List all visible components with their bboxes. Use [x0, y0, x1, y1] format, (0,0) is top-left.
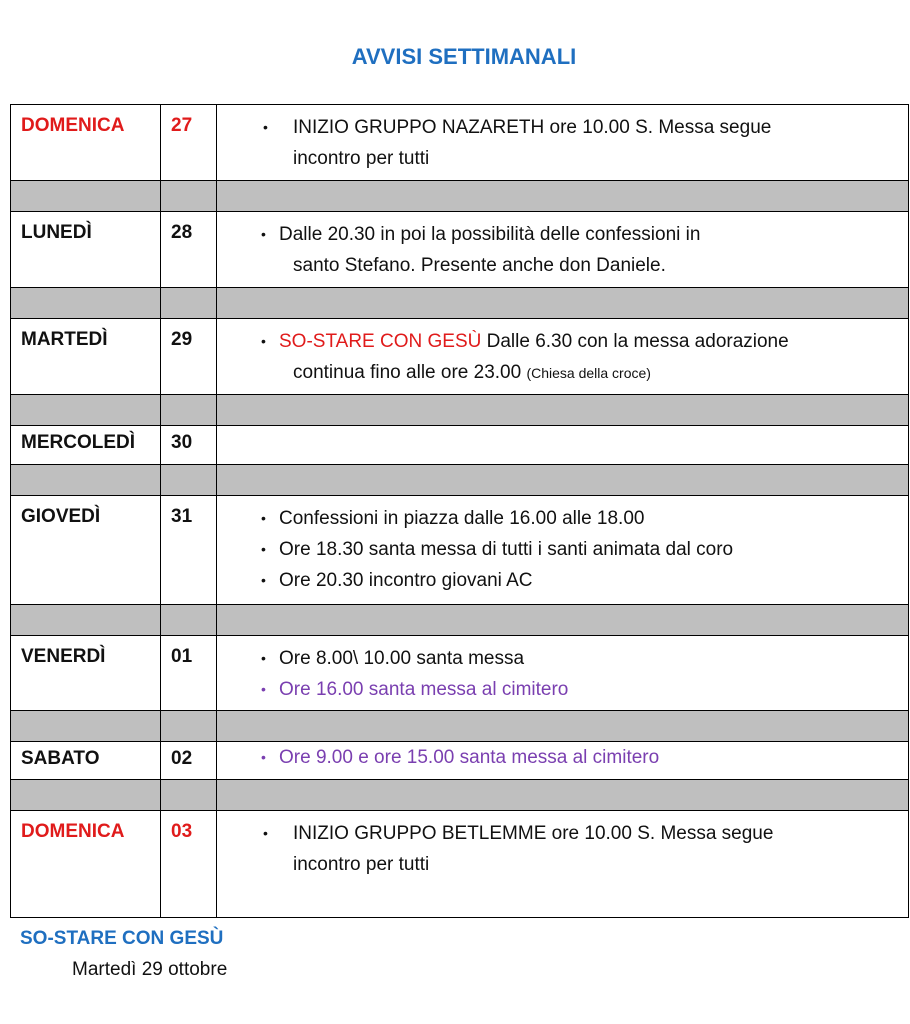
day-name: DOMENICA [11, 811, 161, 918]
day-name: MARTEDÌ [11, 319, 161, 395]
day-number: 27 [161, 105, 217, 181]
bullet-icon: • [263, 825, 268, 841]
day-number: 29 [161, 319, 217, 395]
notes-cell [217, 811, 909, 918]
day-number: 31 [161, 496, 217, 605]
bullet-icon: • [261, 333, 266, 349]
note-item: • Ore 18.30 santa messa di tutti i santi animata dal coro [217, 534, 908, 565]
bullet-icon: • [261, 226, 266, 242]
note-item: • Ore 20.30 incontro giovani AC [217, 565, 908, 596]
day-name: SABATO [11, 742, 161, 780]
notes-cell [217, 319, 909, 395]
notes-cell [217, 212, 909, 288]
note-item: • Dalle 20.30 in poi la possibilità delle confessioni in santo Stefano. Presente anche don Daniele. [217, 219, 908, 281]
note-item: • Ore 16.00 santa messa al cimitero [217, 674, 908, 705]
separator-row [11, 181, 909, 212]
note-item: • INIZIO GRUPPO NAZARETH ore 10.00 S. Messa segue incontro per tutti [217, 112, 908, 174]
bullet-icon: • [261, 510, 266, 526]
table-row [11, 811, 909, 918]
bullet-icon: • [261, 681, 266, 697]
day-number: 30 [161, 426, 217, 465]
footer-text: Martedì 29 ottobre [72, 959, 228, 980]
notes-cell [217, 636, 909, 711]
day-number: 01 [161, 636, 217, 711]
weekly-schedule-table [10, 104, 909, 918]
separator-row [11, 605, 909, 636]
note-item: • INIZIO GRUPPO BETLEMME ore 10.00 S. Messa segue incontro per tutti [217, 818, 908, 880]
day-number: 02 [161, 742, 217, 780]
separator-row [11, 465, 909, 496]
day-name: DOMENICA [11, 105, 161, 181]
notes-cell [217, 496, 909, 605]
note-item: • Ore 8.00\ 10.00 santa messa [217, 643, 908, 674]
notes-cell [217, 426, 909, 465]
bullet-icon: • [263, 119, 268, 135]
bullet-icon: • [261, 541, 266, 557]
notes-cell [217, 105, 909, 181]
day-name: GIOVEDÌ [11, 496, 161, 605]
event-highlight: SO-STARE CON GESÙ [279, 331, 482, 352]
table-row [11, 742, 909, 780]
table-row [11, 426, 909, 465]
day-name: MERCOLEDÌ [11, 426, 161, 465]
bullet-icon: • [261, 572, 266, 588]
day-number: 03 [161, 811, 217, 918]
note-item: • SO-STARE CON GESÙ Dalle 6.30 con la messa adorazione continua fino alle ore 23.00 (Chiesa della croce) [217, 326, 908, 389]
separator-row [11, 780, 909, 811]
notes-cell [217, 742, 909, 780]
note-item: • Confessioni in piazza dalle 16.00 alle 18.00 [217, 503, 908, 534]
day-name: LUNEDÌ [11, 212, 161, 288]
page-title: AVVISI SETTIMANALI [351, 44, 577, 69]
footer-heading: SO-STARE CON GESÙ [20, 928, 224, 949]
table-row [11, 105, 909, 181]
location-note: (Chiesa della croce) [526, 365, 651, 381]
table-row [11, 636, 909, 711]
bullet-icon: • [261, 749, 266, 765]
note-item: • Ore 9.00 e ore 15.00 santa messa al cimitero [217, 742, 908, 773]
table-row [11, 212, 909, 288]
separator-row [11, 395, 909, 426]
day-number: 28 [161, 212, 217, 288]
separator-row [11, 711, 909, 742]
table-row [11, 319, 909, 395]
day-name: VENERDÌ [11, 636, 161, 711]
separator-row [11, 288, 909, 319]
table-row [11, 496, 909, 605]
bullet-icon: • [261, 650, 266, 666]
